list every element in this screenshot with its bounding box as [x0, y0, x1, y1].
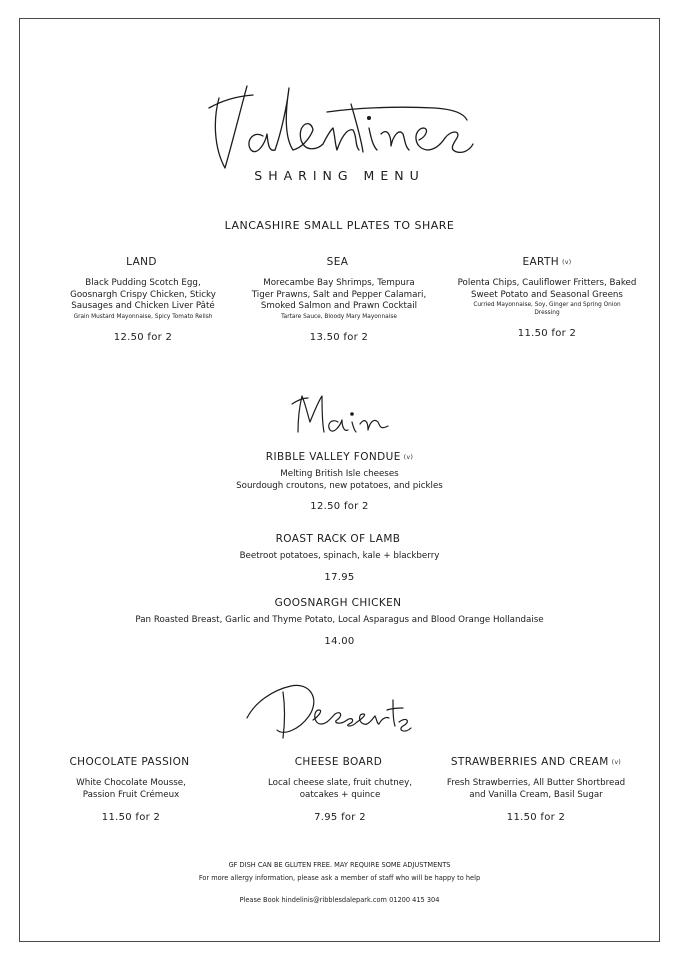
dish-note: Tartare Sauce, Bloody Mary Mayonnaise: [281, 313, 397, 320]
gf-note: GF DISH CAN BE GLUTEN FREE. MAY REQUIRE SOME ADJUSTMENTS: [228, 861, 451, 869]
small-plate-land: [43, 256, 243, 343]
dish-price: 17.95: [324, 571, 355, 583]
dish-price: 11.50 for 2: [101, 812, 161, 824]
main-lamb: [0, 533, 679, 583]
dish-price: 13.50 for 2: [309, 332, 369, 344]
dessert-strawberries-cream: [426, 756, 646, 823]
dish-price: 11.50 for 2: [506, 812, 566, 824]
dessert-cheese-board: [230, 756, 450, 823]
dish-price: 12.50 for 2: [113, 332, 173, 344]
dish-price: 12.50 for 2: [310, 501, 369, 513]
main-fondue: [0, 451, 679, 512]
dish-description: Black Pudding Scotch Egg, Goosnargh Crispy Chicken, Sticky Sausages and Chicken Liver Pâté: [70, 278, 216, 312]
valentines-script-title: [205, 78, 475, 174]
dish-note: Grain Mustard Mayonnaise, Spicy Tomato Relish: [73, 313, 213, 320]
dish-name: EARTH (v): [522, 256, 572, 268]
dish-name: CHEESE BOARD: [294, 756, 383, 768]
dish-note: Curried Mayonnaise, Soy, Ginger and Spring Onion Dressing: [473, 302, 621, 316]
booking-info: Please Book hindelinis@ribblesdalepark.com 01200 415 304: [239, 896, 440, 904]
small-plate-earth: [447, 256, 647, 339]
dish-name: LAND: [126, 256, 157, 268]
vegetarian-tag: (v): [403, 454, 414, 461]
main-chicken: [0, 597, 679, 647]
dish-description: Pan Roasted Breast, Garlic and Thyme Potato, Local Asparagus and Blood Orange Hollandaise: [135, 615, 544, 625]
dish-name: SEA: [326, 256, 349, 268]
dish-description: White Chocolate Mousse, Passion Fruit Crémeux: [76, 778, 186, 800]
desserts-script-title: [243, 680, 413, 742]
small-plate-sea: [239, 256, 439, 343]
vegetarian-tag: (v): [611, 759, 622, 766]
dish-name: ROAST RACK OF LAMB: [275, 533, 401, 545]
dish-description: Melting British Isle cheeses Sourdough croutons, new potatoes, and pickles: [236, 469, 443, 491]
dish-description: Local cheese slate, fruit chutney, oatcakes + quince: [267, 778, 413, 800]
dish-name: CHOCOLATE PASSION: [69, 756, 190, 768]
dish-price: 11.50 for 2: [517, 328, 577, 340]
dish-description: Polenta Chips, Cauliflower Fritters, Baked Sweet Potato and Seasonal Greens: [457, 278, 637, 300]
vegetarian-tag: (v): [562, 259, 572, 266]
dish-name: RIBBLE VALLEY FONDUE (v): [265, 451, 414, 463]
dish-price: 14.00: [324, 635, 355, 647]
dish-name: STRAWBERRIES AND CREAM (v): [450, 756, 622, 768]
dish-description: Fresh Strawberries, All Butter Shortbread and Vanilla Cream, Basil Sugar: [446, 778, 626, 800]
main-script-title: [288, 392, 392, 436]
dish-name: GOOSNARGH CHICKEN: [274, 597, 402, 609]
dish-price: 7.95 for 2: [314, 812, 366, 824]
small-plates-title: LANCASHIRE SMALL PLATES TO SHARE: [224, 219, 455, 232]
allergy-note: For more allergy information, please ask a member of staff who will be happy to help: [198, 874, 481, 882]
dessert-chocolate-passion: [21, 756, 241, 823]
dish-description: Beetroot potatoes, spinach, kale + blackberry: [239, 551, 440, 561]
dish-description: Morecambe Bay Shrimps, Tempura Tiger Prawns, Salt and Pepper Calamari, Smoked Salmon and Prawn Cocktail: [251, 278, 427, 312]
menu-subtitle: SHARING MENU: [254, 168, 425, 183]
